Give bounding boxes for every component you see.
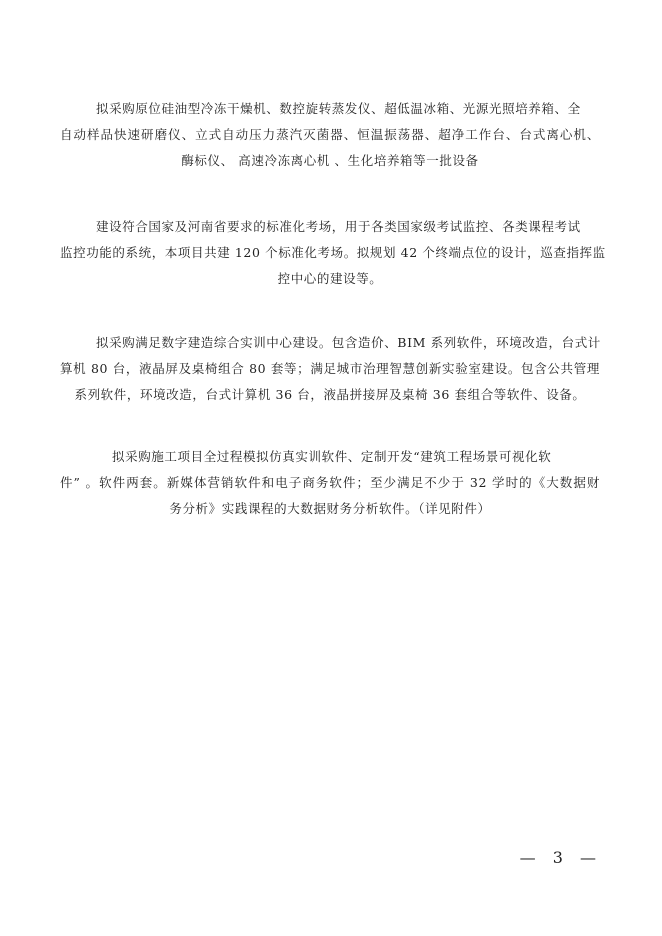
paragraph-line: 拟采购施工项目全过程模拟仿真实训软件、定制开发“建筑工程场景可视化软 [112,449,552,464]
paragraph-line: 监控功能的系统，本项目共建 120 个标准化考场。拟规划 42 个终端点位的设计，巡查指挥监 [60,245,606,260]
paragraph-line: 务分析》实践课程的大数据财务分析软件。（详见附件） [169,501,491,516]
paragraph-line: 自动样品快速研磨仪、立式自动压力蒸汽灭菌器、恒温振荡器、超净工作台、台式离心机、 [60,127,600,142]
paragraph-equipment-procurement [60,96,600,174]
paragraph-line: 酶标仪、 高速冷冻离心机 、生化培养箱等一批设备 [181,153,479,168]
paragraph-line: 系列软件，环境改造，台式计算机 36 台，液晶拼接屏及桌椅 36 套组合等软件、设备。 [74,387,586,402]
paragraph-digital-construction [60,330,600,408]
paragraph-line: 控中心的建设等。 [277,271,383,286]
paragraph-line: 建设符合国家及河南省要求的标准化考场，用于各类国家级考试监控、各类课程考试 [96,219,581,234]
paragraph-line: 算机 80 台，液晶屏及桌椅组合 80 套等；满足城市治理智慧创新实验室建设。包含公共管理 [60,361,600,376]
paragraph-exam-rooms [60,214,606,292]
paragraph-line: 拟采购满足数字建造综合实训中心建设。包含造价、BIM 系列软件，环境改造，台式计 [96,335,601,350]
paragraph-line: 拟采购原位硅油型冷冻干燥机、数控旋转蒸发仪、超低温冰箱、光源光照培养箱、全 [96,101,581,116]
page-number: — 3 — [519,848,602,867]
paragraph-line: 件” 。软件两套。新媒体营销软件和电子商务软件；至少满足不少于 32 学时的《大数据财 [60,475,600,490]
paragraph-software-procurement [60,444,600,522]
